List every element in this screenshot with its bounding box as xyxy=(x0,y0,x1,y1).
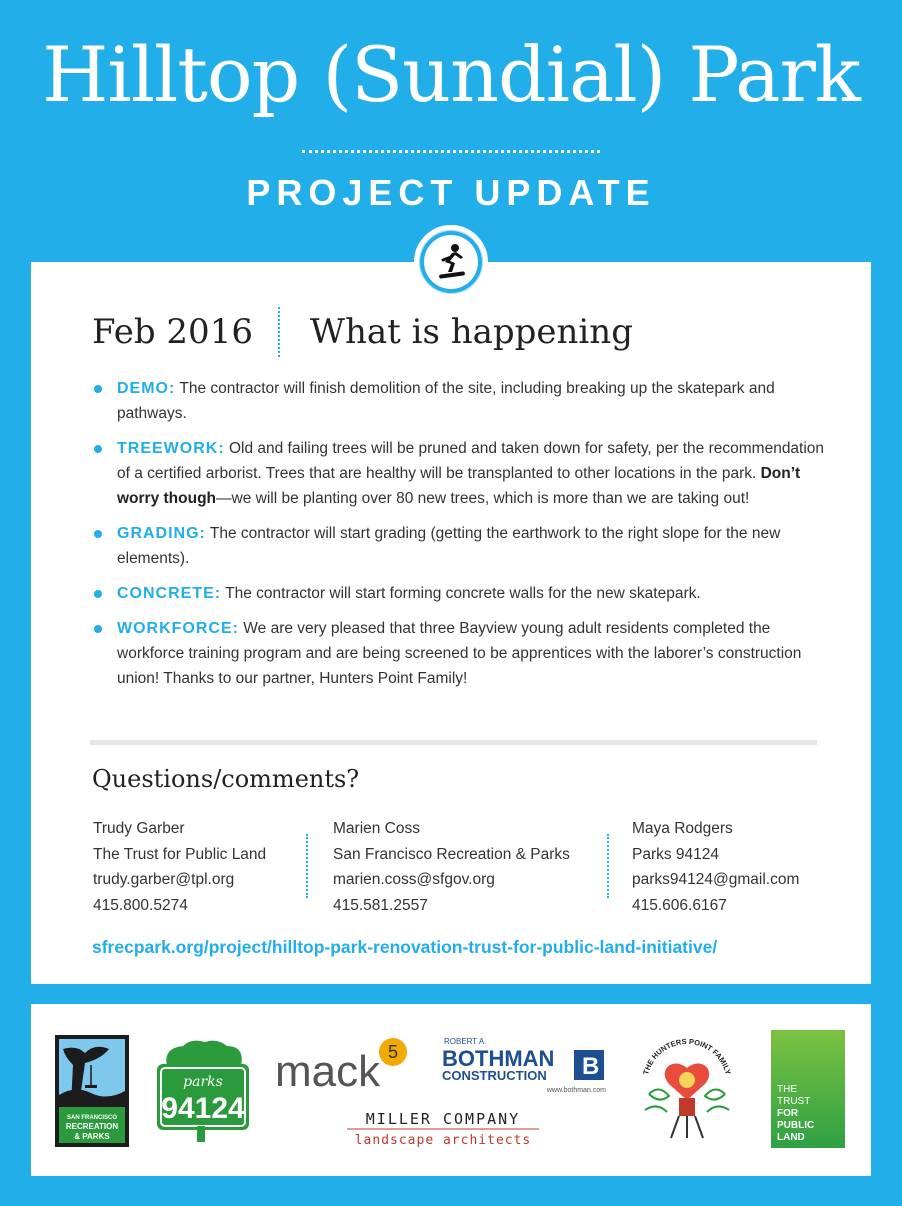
item-text: Old and failing trees will be pruned and taken down for safety, per the recommendation of a certified arborist. Trees that are healthy will be transplanted to other locations in the park. xyxy=(117,440,825,482)
page-title: Hilltop (Sundial) Park xyxy=(42,30,860,119)
sf-rec-parks-logo xyxy=(55,1035,129,1147)
bothman-sub: CONSTRUCTION xyxy=(442,1068,547,1083)
mack5-text: mack xyxy=(275,1047,381,1092)
contact-maya-rodgers xyxy=(632,816,799,918)
item-keyword: DEMO: xyxy=(117,380,176,397)
contact-name: Trudy Garber xyxy=(93,820,185,837)
miller-company-logo xyxy=(343,1106,543,1148)
contact-email[interactable]: trudy.garber@tpl.org xyxy=(93,871,235,888)
partner-logos xyxy=(31,1004,871,1176)
trust-for-public-land-logo xyxy=(771,1030,845,1148)
tpl-line3: FOR xyxy=(777,1108,799,1119)
title-divider xyxy=(302,150,600,153)
item-text-after: —we will be planting over 80 new trees, which is more than we are taking out! xyxy=(216,490,750,507)
parks-94124-logo xyxy=(155,1038,251,1142)
bothman-big: BOTHMAN xyxy=(442,1046,555,1071)
contact-name: Marien Coss xyxy=(333,820,420,837)
skateboarder-badge xyxy=(414,225,488,299)
mack5-sup: 5 xyxy=(387,1042,399,1062)
item-text: The contractor will start forming concrete walls for the new skatepark. xyxy=(221,585,701,602)
item-text: We are very pleased that three Bayview young adult residents completed the workforce training program and are being screened to be apprentices with the laborer’s construction union! Thanks to our partner, Hunters Point Family! xyxy=(117,620,802,687)
sfrp-line1: SAN FRANCISCO xyxy=(66,1115,118,1121)
tpl-line1: THE xyxy=(777,1084,797,1095)
contact-trudy-garber xyxy=(93,816,266,918)
tpl-line2: TRUST xyxy=(777,1096,811,1107)
contact-org: Parks 94124 xyxy=(632,845,720,863)
update-date: Feb 2016 xyxy=(92,312,253,352)
parks-script: parks xyxy=(183,1074,223,1090)
project-url-link[interactable]: sfrecpark.org/project/hilltop-park-renovation-trust-for-public-land-initiative/ xyxy=(92,937,718,957)
skateboarder-icon xyxy=(431,242,471,282)
contact-email[interactable]: parks94124@gmail.com xyxy=(632,871,800,888)
list-item xyxy=(93,616,828,691)
item-keyword: WORKFORCE: xyxy=(117,620,239,637)
hunters-point-arc-text: THE HUNTERS POINT FAMILY xyxy=(641,1036,733,1076)
update-heading: What is happening xyxy=(310,312,633,352)
page-subtitle: PROJECT UPDATE xyxy=(246,172,656,213)
contact-marien-coss xyxy=(333,816,570,918)
bothman-b-mark: B xyxy=(582,1053,600,1080)
item-text: The contractor will finish demolition of the site, including breaking up the skatepark and pathways. xyxy=(117,380,775,422)
item-emphasis: Don’t worry though xyxy=(117,465,801,507)
tpl-line4: PUBLIC xyxy=(777,1120,815,1131)
list-item xyxy=(93,436,828,511)
sfrp-line2: RECREATION xyxy=(65,1122,119,1131)
contact-phone: 415.800.5274 xyxy=(93,896,188,914)
hunters-point-family-logo xyxy=(629,1034,745,1144)
contact-phone: 415.606.6167 xyxy=(632,896,727,914)
contact-name: Maya Rodgers xyxy=(632,820,733,837)
item-keyword: GRADING: xyxy=(117,525,206,542)
contact-email[interactable]: marien.coss@sfgov.org xyxy=(333,871,495,888)
contact-org: San Francisco Recreation & Parks xyxy=(333,845,570,863)
section-divider xyxy=(90,740,817,745)
update-list xyxy=(93,376,828,701)
item-keyword: TREEWORK: xyxy=(117,440,225,457)
list-item xyxy=(93,376,828,426)
list-item xyxy=(93,521,828,571)
contact-divider xyxy=(607,834,609,898)
sfrp-line3: & PARKS xyxy=(74,1132,110,1141)
contact-phone: 415.581.2557 xyxy=(333,896,428,914)
tpl-line5: LAND xyxy=(777,1132,805,1143)
bothman-small: ROBERT A. xyxy=(444,1037,487,1046)
list-item xyxy=(93,581,828,606)
bothman-construction-logo xyxy=(442,1034,608,1096)
contact-divider xyxy=(306,834,308,898)
miller-sub: landscape architects xyxy=(354,1133,532,1148)
item-text: The contractor will start grading (getting the earthwork to the right slope for the new elements). xyxy=(117,525,781,567)
item-keyword: CONCRETE: xyxy=(117,585,222,602)
mack5-logo xyxy=(275,1036,411,1092)
heading-divider xyxy=(278,307,280,357)
contacts-title: Questions/comments? xyxy=(92,765,360,793)
miller-name: MILLER COMPANY xyxy=(365,1110,521,1128)
parks-number: 94124 xyxy=(161,1092,245,1125)
contact-org: The Trust for Public Land xyxy=(93,845,267,863)
bothman-url: www.bothman.com xyxy=(546,1087,606,1094)
